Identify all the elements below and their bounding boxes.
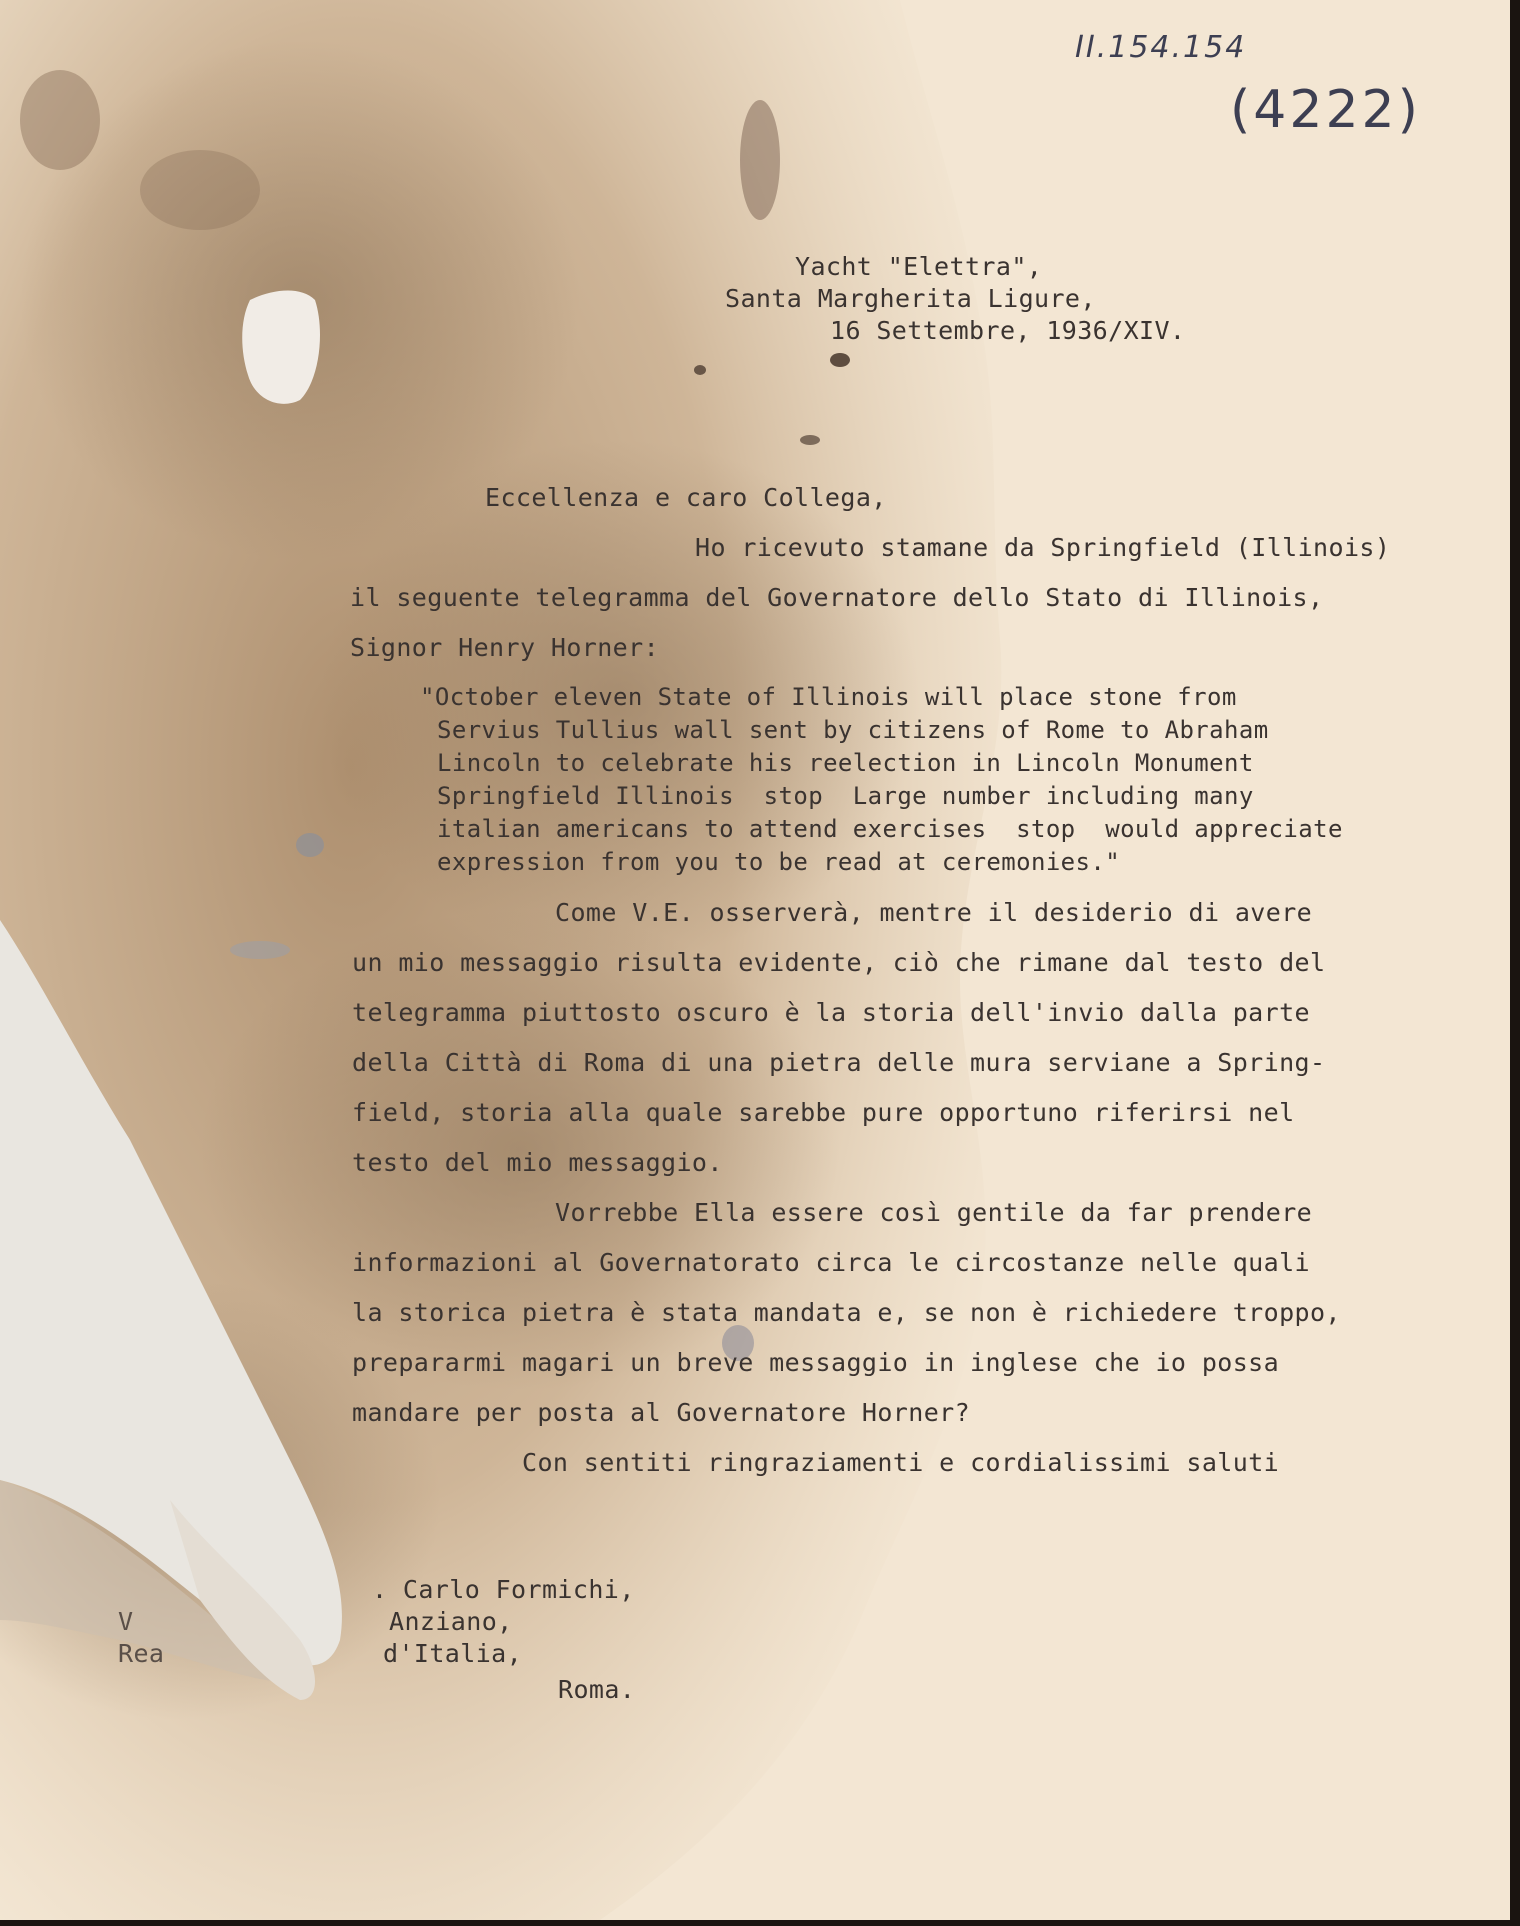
heading-line-2: Santa Margherita Ligure, bbox=[725, 284, 1096, 313]
paragraph-2-line: la storica pietra è stata mandata e, se non è richiedere troppo, bbox=[352, 1298, 1341, 1327]
paragraph-2-line: prepararmi magari un breve messaggio in inglese che io possa bbox=[352, 1348, 1280, 1377]
paragraph-1-line: un mio messaggio risulta evidente, ciò che rimane dal testo del bbox=[352, 948, 1326, 977]
telegram-line: italian americans to attend exercises stop would appreciate bbox=[437, 815, 1343, 843]
telegram-line: Lincoln to celebrate his reelection in Lincoln Monument bbox=[437, 749, 1254, 777]
intro-line: il seguente telegramma del Governatore dello Stato di Illinois, bbox=[350, 583, 1324, 612]
scan-edge-right bbox=[1510, 0, 1520, 1926]
scan-edge-bottom bbox=[0, 1920, 1520, 1926]
address-fragment-left: Rea bbox=[118, 1639, 165, 1668]
salutation: Eccellenza e caro Collega, bbox=[485, 483, 887, 512]
paragraph-1-line: Come V.E. osserverà, mentre il desiderio di avere bbox=[555, 898, 1313, 927]
paragraph-2-line: informazioni al Governatorato circa le circostanze nelle quali bbox=[352, 1248, 1310, 1277]
archive-reference-mark: II.154.154 bbox=[1075, 30, 1247, 65]
paragraph-1-line: telegramma piuttosto oscuro è la storia dell'invio dalla parte bbox=[352, 998, 1310, 1027]
intro-line: Signor Henry Horner: bbox=[350, 633, 660, 662]
archive-number-mark: (4222) bbox=[1230, 80, 1421, 140]
paragraph-2-line: Vorrebbe Ella essere così gentile da far prendere bbox=[555, 1198, 1313, 1227]
telegram-line: "October eleven State of Illinois will place stone from bbox=[420, 683, 1237, 711]
heading-line-1: Yacht "Elettra", bbox=[795, 252, 1043, 281]
paragraph-1-line: della Città di Roma di una pietra delle mura serviane a Spring- bbox=[352, 1048, 1326, 1077]
telegram-line: expression from you to be read at ceremonies." bbox=[437, 848, 1121, 876]
paragraph-1-line: testo del mio messaggio. bbox=[352, 1148, 723, 1177]
telegram-line: Springfield Illinois stop Large number including many bbox=[437, 782, 1254, 810]
paragraph-1-line: field, storia alla quale sarebbe pure opportuno riferirsi nel bbox=[352, 1098, 1295, 1127]
telegram-line: Servius Tullius wall sent by citizens of Rome to Abraham bbox=[437, 716, 1269, 744]
intro-line: Ho ricevuto stamane da Springfield (Illinois) bbox=[695, 533, 1391, 562]
heading-line-3: 16 Settembre, 1936/XIV. bbox=[830, 316, 1186, 345]
address-line: Roma. bbox=[558, 1675, 636, 1704]
address-line: Anziano, bbox=[389, 1607, 513, 1636]
address-line: d'Italia, bbox=[383, 1639, 523, 1668]
address-line: . Carlo Formichi, bbox=[372, 1575, 635, 1604]
closing-line: Con sentiti ringraziamenti e cordialissimi saluti bbox=[522, 1448, 1280, 1477]
address-fragment-left: V bbox=[118, 1607, 134, 1636]
paragraph-2-line: mandare per posta al Governatore Horner? bbox=[352, 1398, 971, 1427]
